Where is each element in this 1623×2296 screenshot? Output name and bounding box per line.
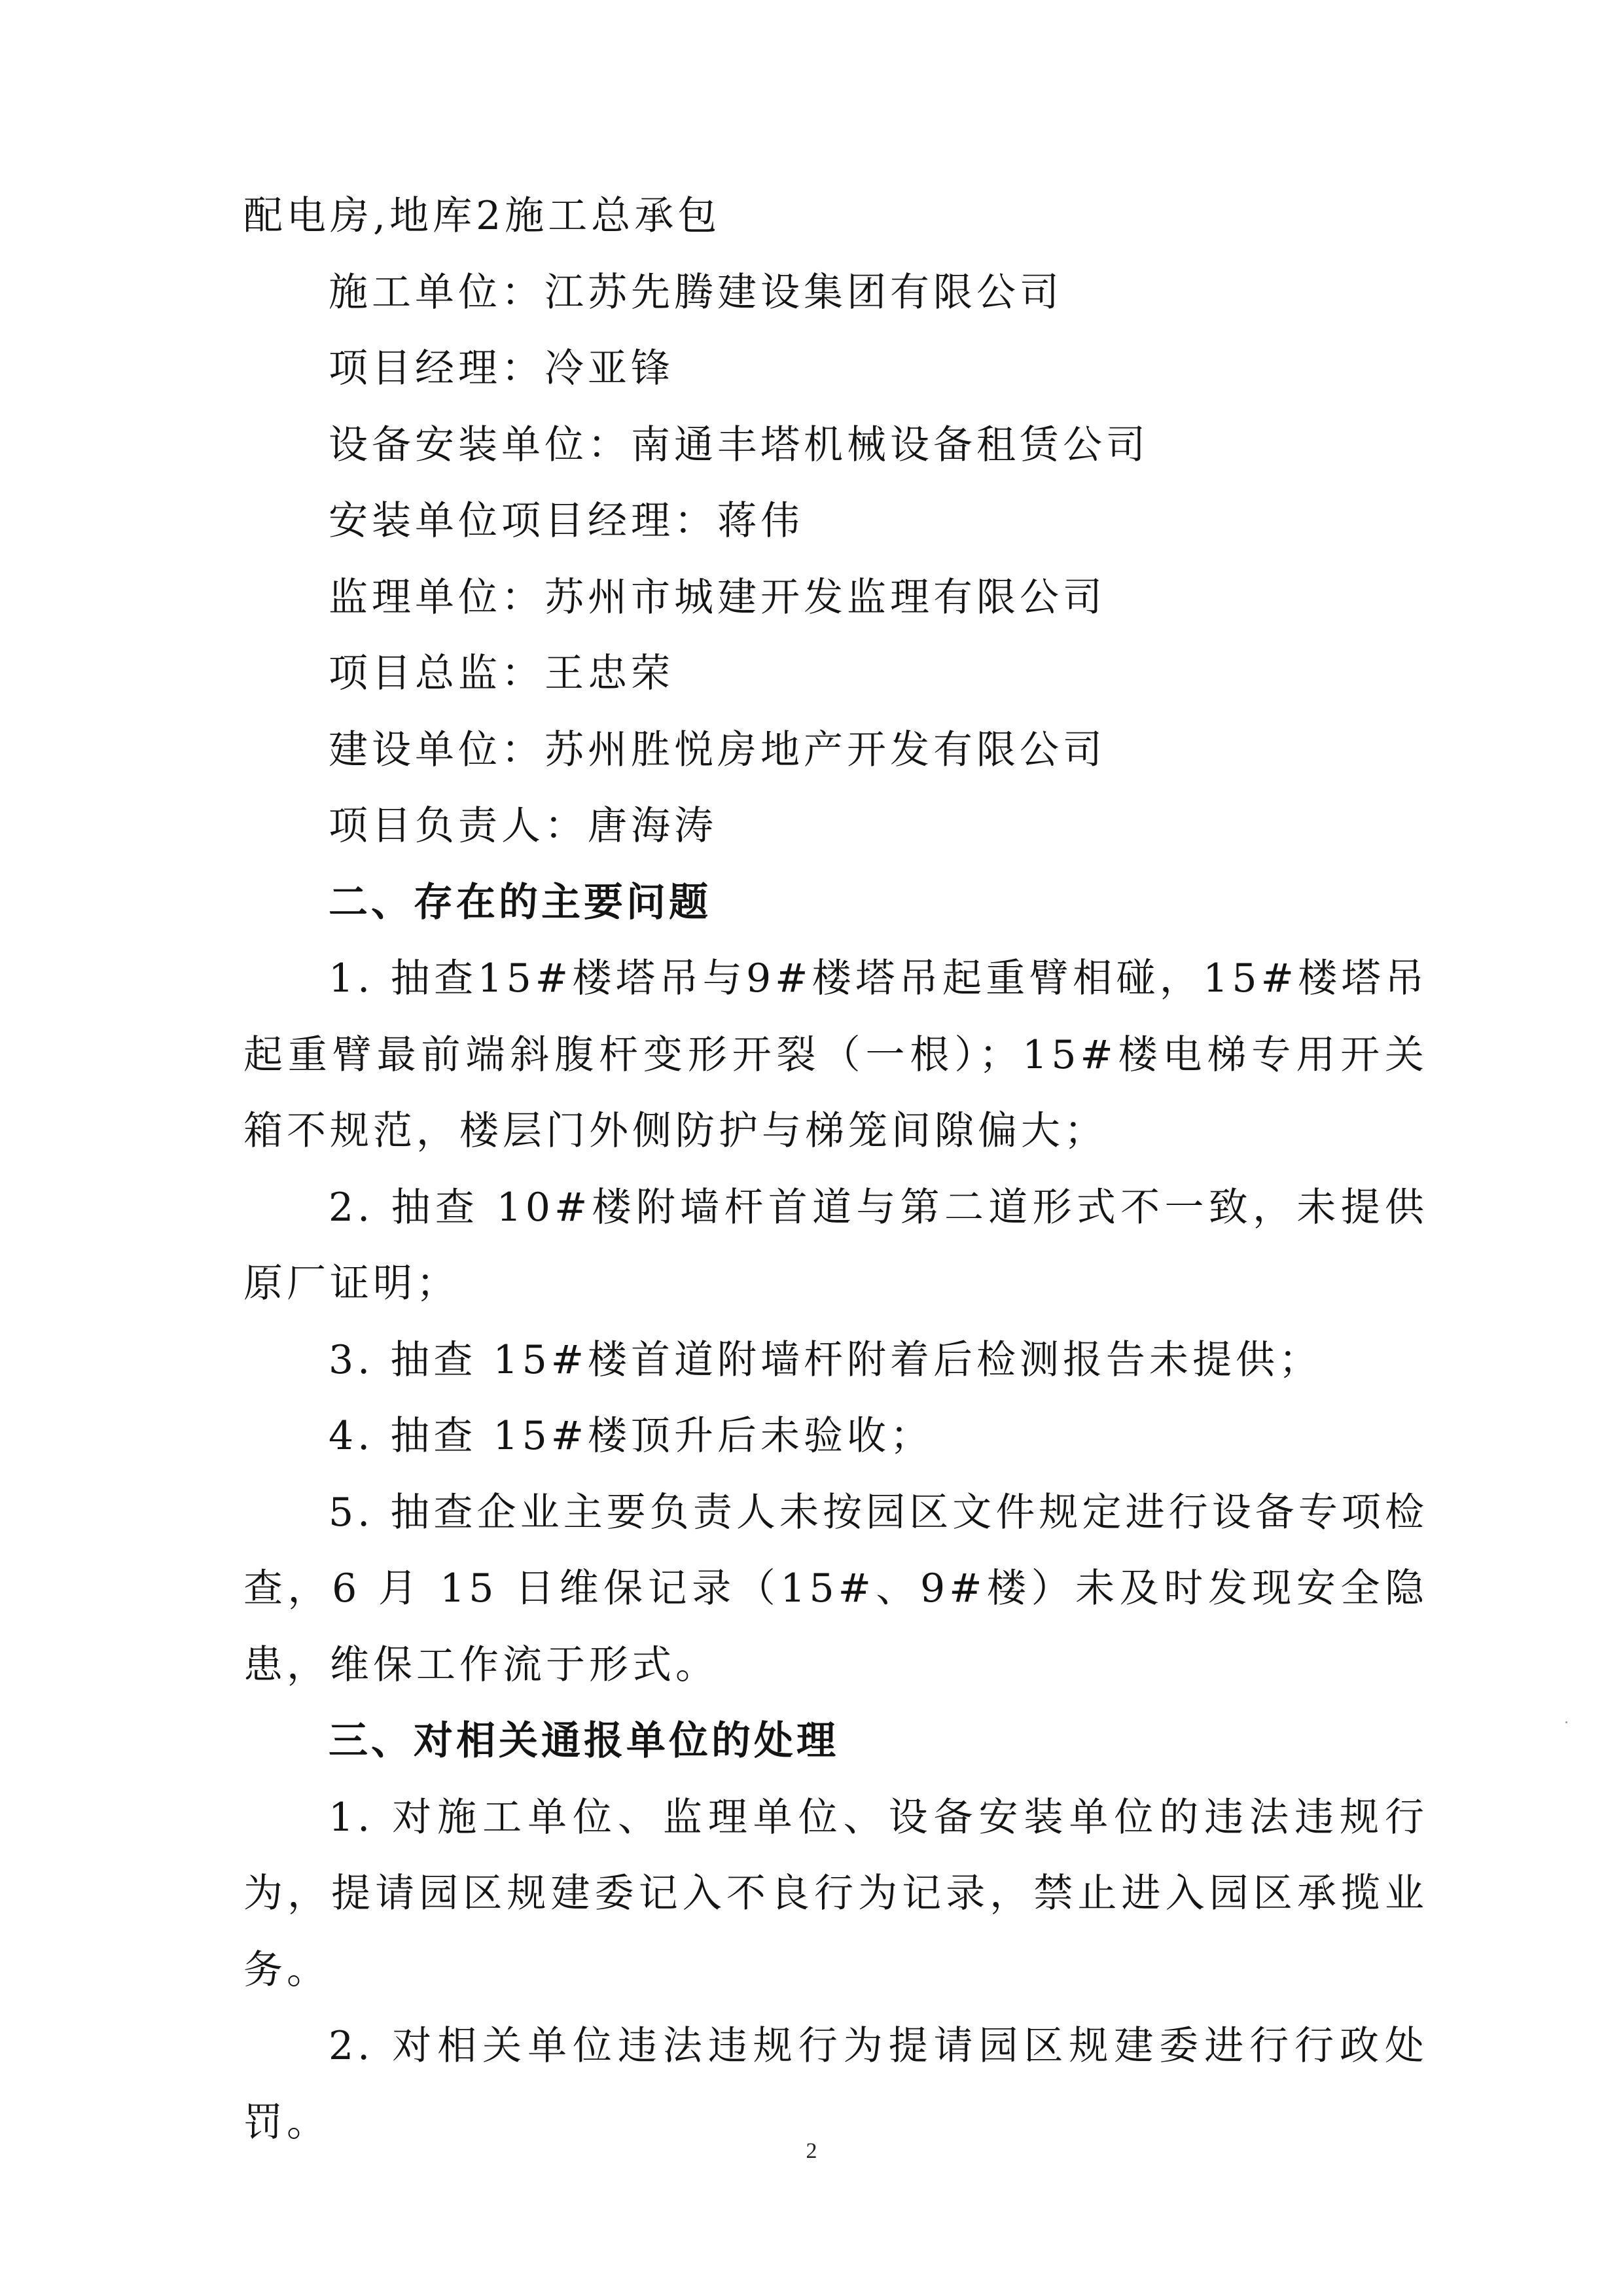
section-heading-problems: 二、存在的主要问题 — [329, 879, 711, 925]
paragraph-project-manager: 项目经理：冷亚锋 — [329, 346, 674, 391]
paragraph-installer-manager: 安装单位项目经理：蒋伟 — [329, 498, 804, 544]
problem-item-5: 5. 抽查企业主要负责人未按园区文件规定进行设备专项检查，6 月 15 日维保记录（15#、9#楼）未及时发现安全隐患，维保工作流于形式。 — [243, 1489, 1428, 1688]
paragraph-project-scope: 配电房,地库2施工总承包 — [243, 193, 721, 239]
paragraph-developer: 建设单位：苏州胜悦房地产开发有限公司 — [329, 726, 1106, 773]
paragraph-project-lead: 项目负责人：唐海涛 — [329, 803, 717, 849]
scan-speck — [1565, 1721, 1567, 1723]
problem-item-3: 3. 抽查 15#楼首道附墙杆附着后检测报告未提供； — [329, 1336, 1323, 1383]
paragraph-supervision-unit: 监理单位：苏州市城建开发监理有限公司 — [329, 574, 1106, 620]
paragraph-construction-unit: 施工单位：江苏先腾建设集团有限公司 — [329, 269, 1063, 315]
problem-item-1: 1. 抽查15#楼塔吊与9#楼塔吊起重臂相碰，15#楼塔吊起重臂最前端斜腹杆变形开裂（一根）；15#楼电梯专用开关箱不规范，楼层门外侧防护与梯笼间隙偏大； — [243, 956, 1428, 1154]
paragraph-chief-supervisor: 项目总监：王忠荣 — [329, 651, 674, 696]
section-heading-handling: 三、对相关通报单位的处理 — [329, 1718, 839, 1764]
document-body — [243, 178, 1428, 2161]
handling-item-2: 2. 对相关单位违法违规行为提请园区规建委进行行政处罚。 — [243, 2023, 1428, 2145]
problem-item-2: 2. 抽查 10#楼附墙杆首道与第二道形式不一致，未提供原厂证明； — [243, 1184, 1428, 1306]
handling-item-1: 1. 对施工单位、监理单位、设备安装单位的违法违规行为，提请园区规建委记入不良行为记录，禁止进入园区承揽业务。 — [243, 1794, 1428, 1993]
paragraph-equipment-installer: 设备安装单位：南通丰塔机械设备租赁公司 — [329, 422, 1149, 468]
page-number: 2 — [806, 2139, 817, 2163]
problem-item-4: 4. 抽查 15#楼顶升后未验收； — [329, 1413, 934, 1459]
